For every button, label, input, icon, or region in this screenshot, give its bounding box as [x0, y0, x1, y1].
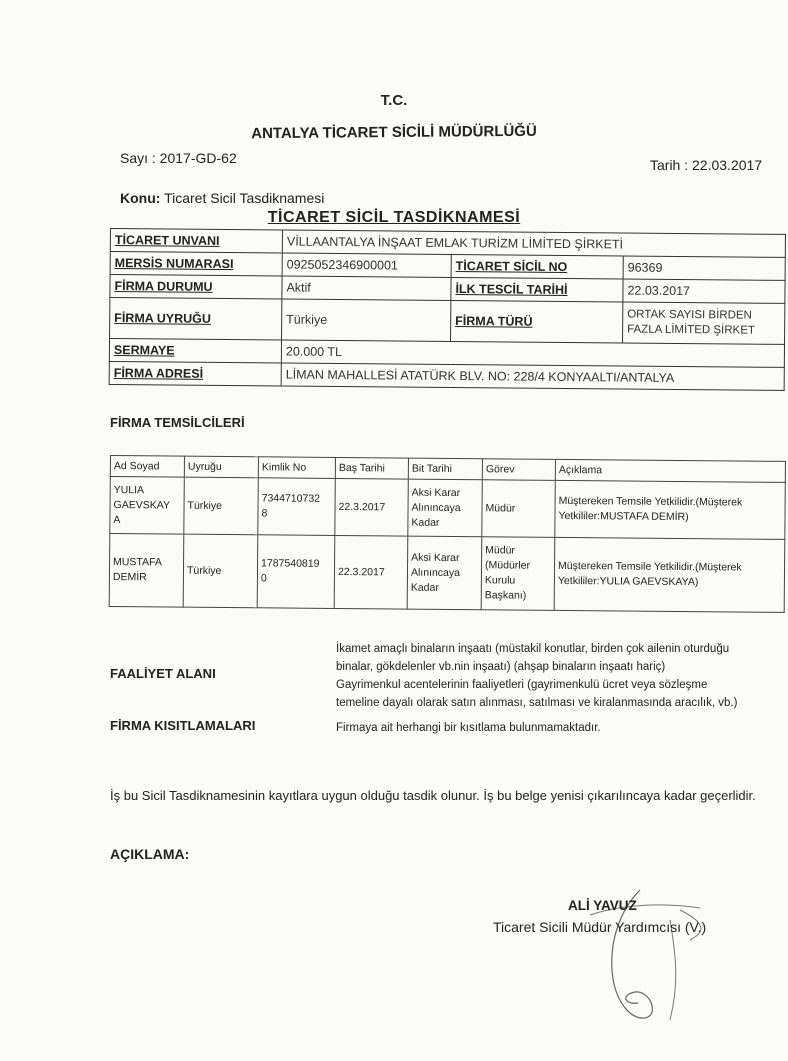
rep1-name [110, 477, 184, 535]
durum-value: Aktif [282, 276, 451, 300]
restrictions-text: Firmaya ait herhangi bir kısıtlama bulunmamaktadır. [336, 722, 601, 734]
adres-value: LİMAN MAHALLESİ ATATÜRK BLV. NO: 228/4 KONYAALTI/ANTALYA [281, 363, 784, 390]
rep1-role: Müdür [482, 480, 555, 538]
rep2-role-line4: Başkanı) [484, 589, 527, 602]
rep1-id [258, 478, 335, 536]
rep1-nationality: Türkiye [184, 477, 258, 535]
col-name: Ad Soyad [110, 456, 184, 478]
subject-label: Konu: [120, 190, 161, 206]
office-name: ANTALYA TİCARET SİCİLİ MÜDÜRLÜĞÜ [251, 122, 537, 143]
uyruk-value: Türkiye [282, 299, 451, 341]
rep2-name-line2: DEMİR [112, 571, 147, 584]
tur-label: FİRMA TÜRÜ [451, 300, 623, 342]
certification-text: İş bu Sicil Tasdiknamesinin kayıtlara uygun olduğu tasdik olunur. İş bu belge yenisi çıkarılıncaya kadar geçerlidir. [110, 788, 756, 803]
col-nationality: Uyruğu [184, 456, 258, 478]
sermaye-label: SERMAYE [109, 339, 281, 364]
rep1-desc-line1: Müştereken Temsile Yetkilidir.(Müşterek [558, 494, 743, 509]
rep1-id-line1: 7344710732 [261, 492, 321, 505]
col-role: Görev [482, 459, 555, 481]
document-title: TİCARET SİCİL TASDİKNAMESİ [267, 209, 521, 226]
rep1-end-line3: Kadar [411, 516, 440, 529]
rep1-end [408, 479, 482, 537]
rep2-id-line2: 0 [260, 572, 267, 585]
uyruk-label: FİRMA UYRUĞU [110, 298, 282, 340]
rep2-end [407, 536, 482, 610]
rep2-role [481, 537, 555, 611]
signatory-title: Ticaret Sicili Müdür Yardımcısı (V.) [493, 919, 707, 935]
rep2-end-line1: Aksi Karar [411, 551, 460, 564]
tescil-value: 22.03.2017 [623, 279, 785, 303]
tescil-label: İLK TESCİL TARİHİ [451, 277, 623, 302]
document-number: Sayı : 2017-GD-62 [120, 150, 237, 166]
header-tc: T.C. [380, 92, 408, 109]
subject-value: Ticaret Sicil Tasdiknamesi [164, 190, 325, 206]
tur-value-line1: ORTAK SAYISI BİRDEN [627, 308, 752, 322]
col-desc: Açıklama [555, 459, 785, 482]
sicil-no-label: TİCARET SİCİL NO [451, 254, 623, 279]
subject-line [120, 190, 324, 206]
table-row [110, 477, 785, 540]
rep2-desc-line2: Yetkililer:YULIA GAEVSKAYA) [557, 574, 699, 589]
sermaye-value: 20.000 TL [281, 340, 784, 367]
representatives-table [109, 455, 786, 613]
tur-value-line2: FAZLA LİMİTED ŞİRKET [627, 323, 755, 337]
activity-label: FAALİYET ALANI [110, 666, 216, 681]
rep2-start: 22.3.2017 [334, 535, 408, 609]
activity-line4: temeline dayalı olarak satın alınması, satılması ve kiralanmasında aracılık, vb.) [336, 697, 738, 709]
col-start: Baş Tarihi [335, 457, 408, 479]
tur-value [623, 302, 785, 344]
rep2-role-line1: Müdür [485, 544, 515, 557]
unvan-value: VİLLAANTALYA İNŞAAT EMLAK TURİZM LİMİTED ŞİRKETİ [282, 230, 785, 257]
table-row [109, 534, 785, 613]
sicil-no-value: 96369 [623, 256, 785, 280]
rep1-end-line1: Aksi Karar [411, 486, 461, 499]
rep2-name-line1: MUSTAFA [113, 556, 162, 569]
rep2-id-line1: 1787540819 [261, 557, 320, 570]
signatory-name: ALİ YAVUZ [568, 898, 637, 913]
activity-line1: İkamet amaçlı binaların inşaatı (müstakil konutlar, birden çok ailenin oturduğu [336, 643, 730, 655]
rep2-name [109, 534, 184, 608]
rep1-end-line2: Alınıncaya [411, 501, 461, 514]
col-end: Bit Tarihi [408, 458, 482, 480]
activity-text [336, 640, 786, 712]
col-id: Kimlik No [258, 457, 335, 479]
unvan-label: TİCARET UNVANI [110, 229, 282, 254]
rep2-id [257, 535, 335, 609]
representatives-heading: FİRMA TEMSİLCİLERİ [110, 415, 245, 430]
rep1-id-line2: 8 [261, 507, 268, 520]
info-row-uyruk [110, 298, 785, 345]
rep1-desc-line2: Yetkililer:MUSTAFA DEMİR) [558, 509, 689, 524]
rep1-name-line1: YULIA [113, 483, 145, 496]
rep2-end-line2: Alınıncaya [410, 566, 461, 579]
rep1-name-line3: A [113, 513, 121, 526]
info-row-adres [109, 361, 784, 390]
rep2-desc-line1: Müştereken Temsile Yetkilidir.(Müşterek [557, 559, 742, 574]
rep1-name-line2: GAEVSKAY [113, 498, 171, 512]
mersis-value: 0925052346900001 [282, 253, 451, 277]
rep2-end-line3: Kadar [410, 581, 439, 594]
rep1-start: 22.3.2017 [335, 478, 408, 536]
document-date: Tarih : 22.03.2017 [650, 157, 763, 173]
activity-line2: binalar, gökdelenler vb.nin inşaatı) (ahşap binaların inşaatı hariç) [336, 661, 666, 673]
mersis-label: MERSİS NUMARASI [110, 252, 282, 277]
adres-label: FİRMA ADRESİ [109, 361, 281, 386]
rep1-desc [555, 480, 785, 539]
restrictions-label: FİRMA KISITLAMALARI [110, 718, 256, 733]
rep2-role-line3: Kurulu [484, 574, 516, 587]
rep2-nationality: Türkiye [183, 534, 258, 608]
rep2-role-line2: (Müdürler [484, 559, 531, 572]
note-heading: AÇIKLAMA: [110, 846, 190, 862]
activity-line3: Gayrimenkul acentelerinin faaliyetleri (gayrimenkulü ücret veya sözleşme [336, 679, 708, 691]
durum-label: FİRMA DURUMU [110, 275, 282, 300]
rep2-desc [554, 537, 785, 612]
company-info-table [109, 228, 786, 391]
